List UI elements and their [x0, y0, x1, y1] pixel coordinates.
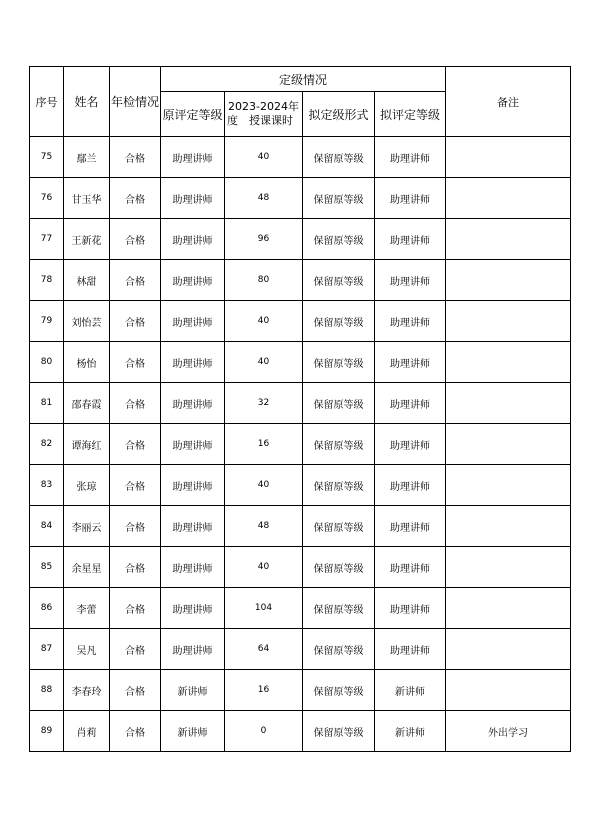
cell-lesson-hours: 40 [225, 547, 303, 588]
table-row [30, 219, 571, 260]
cell-name: 吴凡 [64, 629, 110, 670]
cell-original-grade: 助理讲师 [161, 547, 225, 588]
cell-seq: 88 [30, 670, 64, 711]
table-row [30, 342, 571, 383]
cell-grading-form: 保留原等级 [303, 465, 375, 506]
cell-lesson-hours: 16 [225, 670, 303, 711]
cell-check: 合格 [110, 383, 161, 424]
header-remarks: 备注 [446, 67, 571, 137]
cell-seq: 83 [30, 465, 64, 506]
header-original-grade: 原评定等级 [161, 92, 225, 137]
cell-grading-form: 保留原等级 [303, 301, 375, 342]
header-grading-group: 定级情况 [161, 67, 446, 92]
cell-remark [446, 670, 571, 711]
cell-remark [446, 178, 571, 219]
cell-proposed-grade: 助理讲师 [375, 260, 446, 301]
cell-name: 李蕾 [64, 588, 110, 629]
cell-check: 合格 [110, 301, 161, 342]
cell-grading-form: 保留原等级 [303, 629, 375, 670]
cell-proposed-grade: 助理讲师 [375, 383, 446, 424]
table-row [30, 383, 571, 424]
cell-remark [446, 260, 571, 301]
grading-table [29, 66, 571, 752]
cell-lesson-hours: 40 [225, 342, 303, 383]
cell-check: 合格 [110, 342, 161, 383]
cell-seq: 86 [30, 588, 64, 629]
cell-lesson-hours: 40 [225, 301, 303, 342]
cell-check: 合格 [110, 424, 161, 465]
cell-grading-form: 保留原等级 [303, 178, 375, 219]
cell-grading-form: 保留原等级 [303, 260, 375, 301]
cell-check: 合格 [110, 670, 161, 711]
header-lesson-hours-line2: 度 授课课时 [227, 114, 293, 127]
cell-original-grade: 助理讲师 [161, 178, 225, 219]
cell-seq: 87 [30, 629, 64, 670]
cell-lesson-hours: 104 [225, 588, 303, 629]
cell-seq: 79 [30, 301, 64, 342]
cell-lesson-hours: 48 [225, 178, 303, 219]
cell-name: 甘玉华 [64, 178, 110, 219]
cell-seq: 81 [30, 383, 64, 424]
cell-remark [446, 506, 571, 547]
cell-grading-form: 保留原等级 [303, 137, 375, 178]
table-row [30, 670, 571, 711]
cell-check: 合格 [110, 465, 161, 506]
cell-proposed-grade: 助理讲师 [375, 301, 446, 342]
table-row [30, 301, 571, 342]
table-row [30, 711, 571, 752]
cell-remark [446, 547, 571, 588]
cell-original-grade: 助理讲师 [161, 506, 225, 547]
table-row [30, 629, 571, 670]
cell-original-grade: 助理讲师 [161, 137, 225, 178]
cell-proposed-grade: 助理讲师 [375, 506, 446, 547]
cell-name: 杨怡 [64, 342, 110, 383]
cell-proposed-grade: 助理讲师 [375, 424, 446, 465]
cell-check: 合格 [110, 547, 161, 588]
cell-lesson-hours: 32 [225, 383, 303, 424]
table-row [30, 465, 571, 506]
cell-proposed-grade: 助理讲师 [375, 137, 446, 178]
table-row [30, 260, 571, 301]
cell-seq: 85 [30, 547, 64, 588]
cell-grading-form: 保留原等级 [303, 424, 375, 465]
cell-check: 合格 [110, 219, 161, 260]
cell-name: 李丽云 [64, 506, 110, 547]
header-grading-form: 拟定级形式 [303, 92, 375, 137]
cell-name: 余星星 [64, 547, 110, 588]
cell-seq: 89 [30, 711, 64, 752]
cell-name: 王新花 [64, 219, 110, 260]
header-lesson-hours-line1: 2023-2024年 [228, 100, 299, 113]
cell-remark [446, 588, 571, 629]
header-name: 姓名 [64, 67, 110, 137]
cell-seq: 78 [30, 260, 64, 301]
cell-seq: 75 [30, 137, 64, 178]
cell-proposed-grade: 助理讲师 [375, 342, 446, 383]
cell-original-grade: 助理讲师 [161, 588, 225, 629]
cell-seq: 84 [30, 506, 64, 547]
cell-grading-form: 保留原等级 [303, 219, 375, 260]
table-row [30, 137, 571, 178]
table-row [30, 424, 571, 465]
cell-remark [446, 301, 571, 342]
cell-remark [446, 424, 571, 465]
cell-proposed-grade: 新讲师 [375, 670, 446, 711]
cell-check: 合格 [110, 506, 161, 547]
cell-original-grade: 助理讲师 [161, 219, 225, 260]
table-row [30, 547, 571, 588]
cell-lesson-hours: 40 [225, 137, 303, 178]
header-lesson-hours [225, 92, 303, 137]
cell-original-grade: 新讲师 [161, 711, 225, 752]
cell-remark [446, 465, 571, 506]
cell-proposed-grade: 助理讲师 [375, 178, 446, 219]
cell-original-grade: 助理讲师 [161, 342, 225, 383]
cell-check: 合格 [110, 588, 161, 629]
cell-original-grade: 助理讲师 [161, 424, 225, 465]
cell-remark [446, 219, 571, 260]
table-row [30, 178, 571, 219]
cell-seq: 76 [30, 178, 64, 219]
header-seq: 序号 [30, 67, 64, 137]
cell-check: 合格 [110, 711, 161, 752]
cell-proposed-grade: 助理讲师 [375, 219, 446, 260]
cell-proposed-grade: 助理讲师 [375, 629, 446, 670]
cell-lesson-hours: 96 [225, 219, 303, 260]
cell-check: 合格 [110, 137, 161, 178]
cell-remark [446, 342, 571, 383]
cell-grading-form: 保留原等级 [303, 506, 375, 547]
cell-lesson-hours: 0 [225, 711, 303, 752]
cell-remark [446, 383, 571, 424]
cell-grading-form: 保留原等级 [303, 670, 375, 711]
cell-check: 合格 [110, 629, 161, 670]
cell-proposed-grade: 助理讲师 [375, 465, 446, 506]
cell-name: 林甜 [64, 260, 110, 301]
cell-check: 合格 [110, 178, 161, 219]
cell-grading-form: 保留原等级 [303, 547, 375, 588]
cell-grading-form: 保留原等级 [303, 588, 375, 629]
cell-grading-form: 保留原等级 [303, 342, 375, 383]
cell-original-grade: 助理讲师 [161, 383, 225, 424]
cell-seq: 77 [30, 219, 64, 260]
cell-original-grade: 助理讲师 [161, 301, 225, 342]
cell-proposed-grade: 助理讲师 [375, 547, 446, 588]
cell-name: 张琼 [64, 465, 110, 506]
cell-name: 谭海红 [64, 424, 110, 465]
cell-original-grade: 助理讲师 [161, 465, 225, 506]
cell-name: 肖莉 [64, 711, 110, 752]
cell-name: 鄢兰 [64, 137, 110, 178]
cell-seq: 82 [30, 424, 64, 465]
cell-seq: 80 [30, 342, 64, 383]
cell-grading-form: 保留原等级 [303, 711, 375, 752]
cell-remark [446, 629, 571, 670]
table-row [30, 588, 571, 629]
header-annual-check: 年检情况 [110, 67, 161, 137]
table-row [30, 506, 571, 547]
cell-original-grade: 助理讲师 [161, 629, 225, 670]
cell-remark [446, 137, 571, 178]
table-body [30, 137, 571, 752]
cell-lesson-hours: 48 [225, 506, 303, 547]
cell-name: 刘怡芸 [64, 301, 110, 342]
header-proposed-grade: 拟评定等级 [375, 92, 446, 137]
cell-original-grade: 助理讲师 [161, 260, 225, 301]
cell-lesson-hours: 16 [225, 424, 303, 465]
cell-proposed-grade: 助理讲师 [375, 588, 446, 629]
cell-lesson-hours: 40 [225, 465, 303, 506]
cell-lesson-hours: 80 [225, 260, 303, 301]
cell-check: 合格 [110, 260, 161, 301]
cell-proposed-grade: 新讲师 [375, 711, 446, 752]
cell-remark: 外出学习 [446, 711, 571, 752]
table-header [30, 67, 571, 137]
cell-grading-form: 保留原等级 [303, 383, 375, 424]
cell-name: 邵春霞 [64, 383, 110, 424]
cell-original-grade: 新讲师 [161, 670, 225, 711]
cell-name: 李春玲 [64, 670, 110, 711]
cell-lesson-hours: 64 [225, 629, 303, 670]
